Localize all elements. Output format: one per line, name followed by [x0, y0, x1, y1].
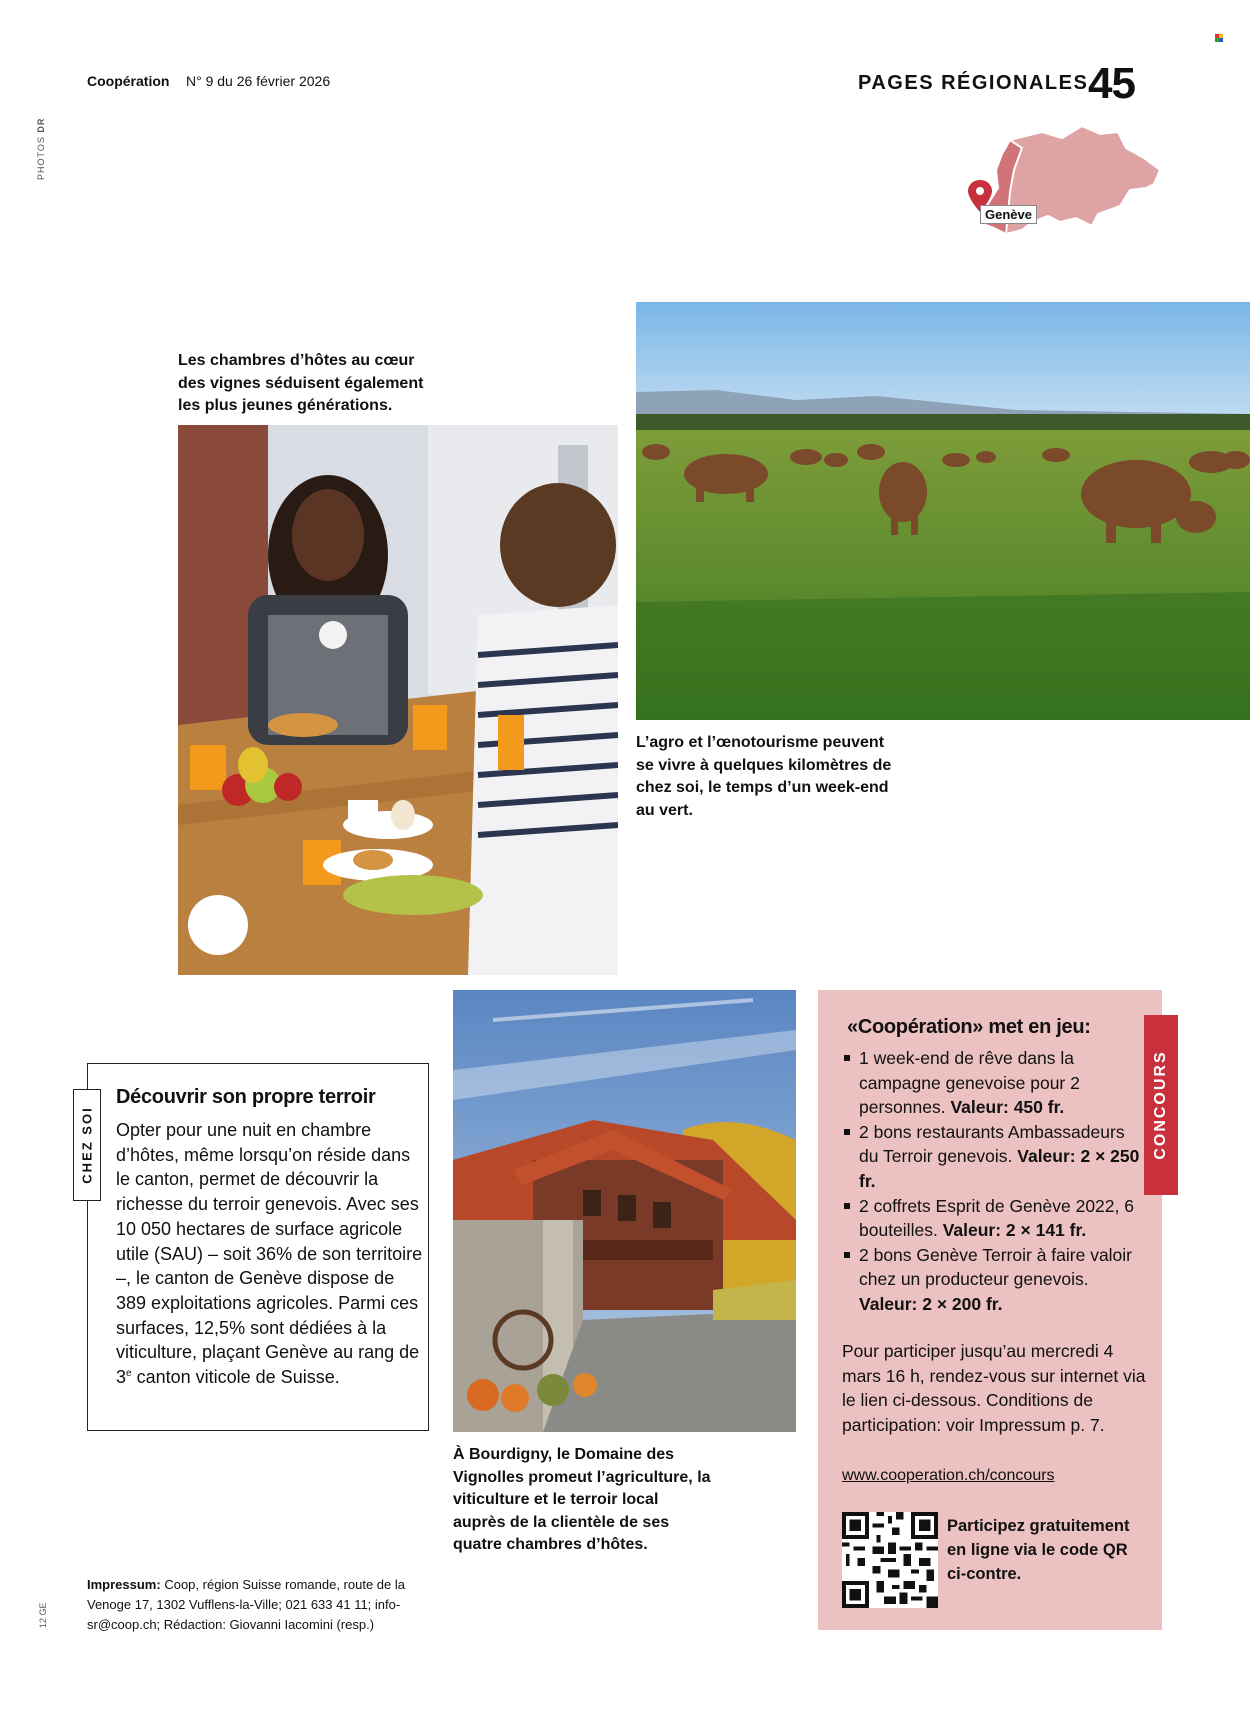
photos-credit: DR	[36, 117, 46, 133]
color-marks-icon	[1215, 34, 1223, 42]
caption-breakfast: Les chambres d’hôtes au cœur des vignes séduisent également les plus jeunes générations.	[178, 352, 424, 414]
prize-value: Valeur: 2 × 141 fr.	[942, 1220, 1087, 1241]
switzerland-map	[950, 118, 1170, 258]
map-label-geneva: Genève	[980, 205, 1037, 224]
chez-soi-tag	[73, 1089, 101, 1201]
prize-item	[842, 1243, 1147, 1317]
chez-soi-body-main: Opter pour une nuit en chambre d’hôtes, même lorsqu’on réside dans le canton, permet de découvrir la richesse du terroir genevois. Avec ses 10 050 hectares de surface agricole utile (SAU) – soit 36% de son territoire –, le canton de Genève dispose de 389 exploitations agricoles. Parmi ces surfaces, 12,5% sont dédiées à la viticulture, plaçant Genève au rang de	[116, 1120, 423, 1363]
caption-domain: À Bourdigny, le Domaine des Vignolles promeut l’agriculture, la viticulture et le terroir local auprès de la clientèle de ses quatre chambres d’hôtes.	[453, 1446, 711, 1553]
chez-soi-tag-label: CHEZ SOI	[79, 1106, 95, 1184]
qr-code-icon[interactable]	[842, 1512, 938, 1608]
prize-text: 1 week-end de rêve dans la campagne genevoise pour 2 personnes.	[859, 1048, 1080, 1118]
prize-value: Valeur: 2 × 250 fr.	[859, 1146, 1140, 1191]
participation-text: Pour participer jusqu’au mercredi 4 mars 16 h, rendez-vous sur internet via le lien ci-dessous. Conditions de participation: voir Impressum p. 7.	[842, 1341, 1146, 1435]
chez-soi-title: Découvrir son propre terroir	[116, 1086, 376, 1108]
impressum-text: Coop, région Suisse romande, route de la Venoge 17, 1302 Vufflens-la-Ville; 021 633 41 11; info-sr@coop.ch; Rédaction: Giovanni Iacomini (resp.)	[87, 1577, 405, 1632]
qr-instructions: Participez gratuitement en ligne via le code QR ci-contre.	[947, 1517, 1130, 1583]
contest-link[interactable]: www.cooperation.ch/concours	[842, 1467, 1055, 1484]
contest-title: «Coopération» met en jeu:	[847, 1016, 1091, 1038]
prize-list	[842, 1046, 1147, 1317]
prize-value: Valeur: 2 × 200 fr.	[859, 1293, 1003, 1314]
chez-soi-body	[116, 1118, 426, 1390]
cows-field-photo	[636, 302, 1250, 720]
chez-soi-rank-sup: e	[126, 1368, 132, 1380]
issue-info: N° 9 du 26 février 2026	[186, 73, 331, 89]
domain-house-photo	[453, 990, 796, 1432]
prize-value: Valeur: 450 fr.	[950, 1097, 1065, 1118]
prize-item	[842, 1120, 1147, 1194]
concours-tag-label: CONCOURS	[1152, 1050, 1169, 1160]
concours-tag	[1144, 1015, 1178, 1195]
publication-name: Coopération	[87, 73, 170, 89]
prize-text: 2 bons Genève Terroir à faire valoir chez un producteur genevois.	[859, 1244, 1133, 1290]
section-title: PAGES RÉGIONALES	[858, 72, 1089, 94]
prize-text: 2 coffrets Esprit de Genève 2022, 6 bouteilles.	[859, 1195, 1134, 1241]
photos-label: PHOTOS	[36, 136, 46, 180]
prize-item	[842, 1046, 1147, 1120]
folio: 12 GE	[38, 1602, 48, 1628]
chez-soi-body-end: canton viticole de Suisse.	[136, 1367, 340, 1388]
chez-soi-rank: 3	[116, 1367, 127, 1388]
impressum	[87, 1575, 447, 1635]
prize-item	[842, 1194, 1147, 1243]
caption-cows: L’agro et l’œnotourisme peuvent se vivre à quelques kilomètres de chez soi, le temps d’un week-end au vert.	[636, 734, 892, 819]
photo-credit	[36, 118, 46, 180]
breakfast-photo	[178, 425, 618, 975]
prize-text: 2 bons restaurants Ambassadeurs du Terroir genevois.	[859, 1121, 1125, 1167]
impressum-label: Impressum:	[87, 1577, 161, 1592]
page-number: 45	[1088, 59, 1135, 108]
